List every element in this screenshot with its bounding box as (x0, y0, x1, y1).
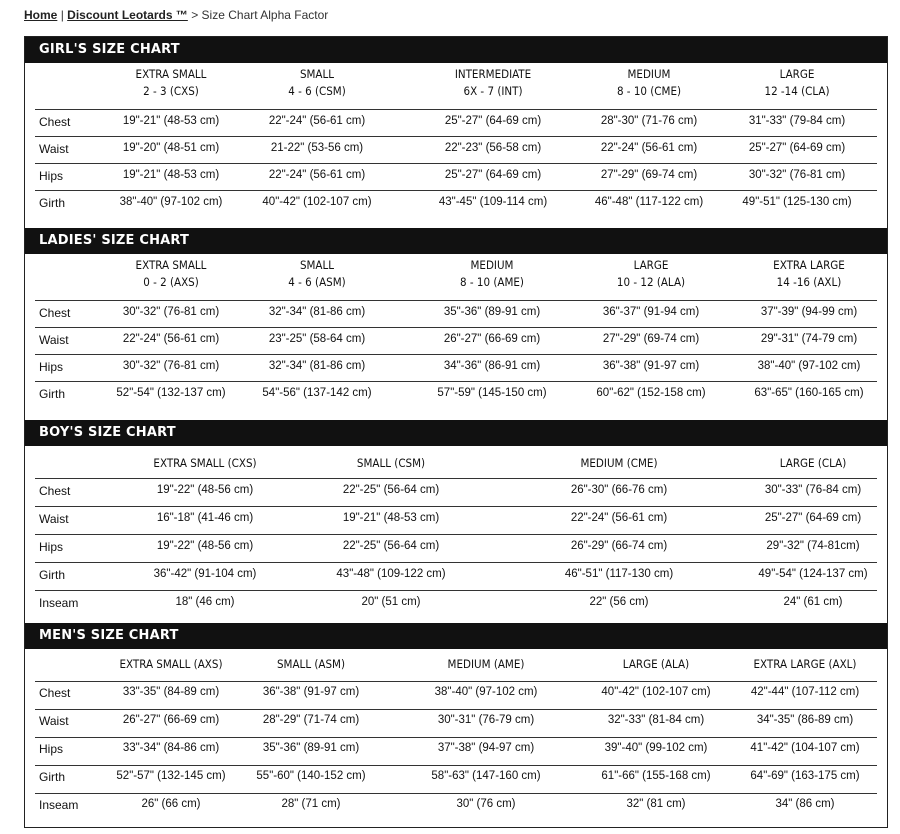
row-label-inseam: Inseam (39, 798, 79, 812)
measurement-cell: 30"-33" (76-84 cm) (764, 484, 862, 496)
measurement-cell: 39"-40" (99-102 cm) (604, 742, 708, 754)
measurement-cell: 19"-21" (48-53 cm) (122, 115, 220, 127)
measurement-cell: 36"-42" (91-104 cm) (153, 568, 257, 580)
measurement-cell: 26"-27" (66-69 cm) (443, 333, 541, 345)
measurement-cell: 22"-23" (56-58 cm) (444, 142, 542, 154)
column-header-size: MEDIUM (AME) (447, 657, 525, 671)
measurement-cell: 49"-51" (125-130 cm) (742, 196, 852, 208)
row-label-waist: Waist (39, 333, 69, 347)
measurement-cell: 24" (61 cm) (783, 596, 843, 608)
column-header-size: SMALL (CSM) (356, 456, 426, 470)
row-divider (35, 300, 877, 301)
row-label-girth: Girth (39, 568, 66, 582)
measurement-cell: 25"-27" (64-69 cm) (748, 142, 846, 154)
measurement-cell: 19"-22" (48-56 cm) (156, 540, 254, 552)
measurement-cell: 46"-48" (117-122 cm) (594, 196, 704, 208)
measurement-cell: 33"-34" (84-86 cm) (122, 742, 220, 754)
column-header-range: 14 -16 (AXL) (776, 275, 842, 289)
column-header-range: 6X - 7 (INT) (463, 84, 523, 98)
row-label-waist: Waist (39, 714, 69, 728)
row-divider (35, 327, 877, 328)
measurement-cell: 46"-51" (117-130 cm) (564, 568, 674, 580)
column-header-size: LARGE (ALA) (622, 657, 690, 671)
measurement-cell: 25"-27" (64-69 cm) (444, 115, 542, 127)
measurement-cell: 32"-34" (81-86 cm) (268, 306, 366, 318)
column-header-range: 8 - 10 (AME) (460, 275, 524, 289)
row-label-girth: Girth (39, 387, 66, 401)
column-header-size: SMALL (ASM) (276, 657, 346, 671)
measurement-cell: 30"-31" (76-79 cm) (437, 714, 535, 726)
section-title: MEN'S SIZE CHART (25, 623, 887, 649)
column-header-range: 0 - 2 (AXS) (143, 275, 199, 289)
row-divider (35, 354, 877, 355)
measurement-cell: 25"-27" (64-69 cm) (764, 512, 862, 524)
measurement-cell: 36"-37" (91-94 cm) (602, 306, 700, 318)
measurement-cell: 30" (76 cm) (456, 798, 516, 810)
row-divider (35, 534, 877, 535)
row-divider (35, 765, 877, 766)
row-divider (35, 793, 877, 794)
measurement-cell: 29"-32" (74-81cm) (766, 540, 860, 552)
breadcrumb-arrow: > (191, 8, 199, 22)
column-header-size: INTERMEDIATE (454, 67, 532, 81)
row-divider (35, 190, 877, 191)
measurement-cell: 40"-42" (102-107 cm) (601, 686, 711, 698)
measurement-cell: 37"-39" (94-99 cm) (760, 306, 858, 318)
measurement-cell: 27"-29" (69-74 cm) (602, 333, 700, 345)
measurement-cell: 36"-38" (91-97 cm) (262, 686, 360, 698)
breadcrumb-home-link[interactable]: Home (24, 8, 58, 22)
measurement-cell: 26"-29" (66-74 cm) (570, 540, 668, 552)
row-divider (35, 136, 877, 137)
row-label-hips: Hips (39, 169, 64, 183)
column-header-size: MEDIUM (CME) (580, 456, 658, 470)
measurement-cell: 49"-54" (124-137 cm) (758, 568, 868, 580)
measurement-cell: 38"-40" (97-102 cm) (757, 360, 861, 372)
column-header-size: MEDIUM (627, 67, 671, 81)
column-header-size: SMALL (299, 258, 335, 272)
measurement-cell: 60"-62" (152-158 cm) (596, 387, 706, 399)
measurement-cell: 22"-25" (56-64 cm) (342, 484, 440, 496)
measurement-cell: 19"-22" (48-56 cm) (156, 484, 254, 496)
measurement-cell: 33"-35" (84-89 cm) (122, 686, 220, 698)
measurement-cell: 63"-65" (160-165 cm) (754, 387, 864, 399)
column-header-range: 2 - 3 (CXS) (143, 84, 199, 98)
measurement-cell: 26" (66 cm) (141, 798, 201, 810)
measurement-cell: 42"-44" (107-112 cm) (750, 686, 860, 698)
measurement-cell: 19"-21" (48-53 cm) (122, 169, 220, 181)
row-divider (35, 590, 877, 591)
measurement-cell: 28" (71 cm) (281, 798, 341, 810)
measurement-cell: 43"-48" (109-122 cm) (336, 568, 446, 580)
section-title: GIRL'S SIZE CHART (25, 37, 887, 63)
measurement-cell: 37"-38" (94-97 cm) (437, 742, 535, 754)
row-label-chest: Chest (39, 484, 71, 498)
measurement-cell: 55"-60" (140-152 cm) (256, 770, 366, 782)
measurement-cell: 40"-42" (102-107 cm) (262, 196, 372, 208)
measurement-cell: 19"-21" (48-53 cm) (342, 512, 440, 524)
row-label-chest: Chest (39, 686, 71, 700)
measurement-cell: 30"-32" (76-81 cm) (122, 306, 220, 318)
column-header-size: EXTRA SMALL (AXS) (119, 657, 223, 671)
measurement-cell: 18" (46 cm) (175, 596, 235, 608)
row-label-girth: Girth (39, 770, 66, 784)
row-divider (35, 737, 877, 738)
row-divider (35, 381, 877, 382)
row-label-hips: Hips (39, 360, 64, 374)
measurement-cell: 34"-35" (86-89 cm) (756, 714, 854, 726)
breadcrumb-category-link[interactable]: Discount Leotards ™ (67, 8, 188, 22)
measurement-cell: 36"-38" (91-97 cm) (602, 360, 700, 372)
measurement-cell: 34"-36" (86-91 cm) (443, 360, 541, 372)
column-header-size: MEDIUM (470, 258, 514, 272)
column-header-range: 8 - 10 (CME) (616, 84, 682, 98)
column-header-range: 10 - 12 (ALA) (616, 275, 686, 289)
breadcrumb-current: Size Chart Alpha Factor (201, 8, 329, 22)
measurement-cell: 32" (81 cm) (626, 798, 686, 810)
row-label-chest: Chest (39, 306, 71, 320)
measurement-cell: 52"-57" (132-145 cm) (116, 770, 226, 782)
section-title: BOY'S SIZE CHART (25, 420, 887, 446)
measurement-cell: 38"-40" (97-102 cm) (119, 196, 223, 208)
measurement-cell: 38"-40" (97-102 cm) (434, 686, 538, 698)
measurement-cell: 28"-29" (71-74 cm) (262, 714, 360, 726)
measurement-cell: 52"-54" (132-137 cm) (116, 387, 226, 399)
measurement-cell: 61"-66" (155-168 cm) (601, 770, 711, 782)
row-divider (35, 562, 877, 563)
row-label-girth: Girth (39, 196, 66, 210)
row-label-waist: Waist (39, 142, 69, 156)
measurement-cell: 23"-25" (58-64 cm) (268, 333, 366, 345)
measurement-cell: 64"-69" (163-175 cm) (750, 770, 860, 782)
measurement-cell: 22"-25" (56-64 cm) (342, 540, 440, 552)
row-divider (35, 709, 877, 710)
measurement-cell: 26"-30" (66-76 cm) (570, 484, 668, 496)
row-label-hips: Hips (39, 540, 64, 554)
column-header-range: 4 - 6 (CSM) (288, 84, 346, 98)
measurement-cell: 31"-33" (79-84 cm) (748, 115, 846, 127)
measurement-cell: 22"-24" (56-61 cm) (570, 512, 668, 524)
measurement-cell: 16"-18" (41-46 cm) (156, 512, 254, 524)
row-label-waist: Waist (39, 512, 69, 526)
measurement-cell: 27"-29" (69-74 cm) (600, 169, 698, 181)
column-header-size: EXTRA SMALL (135, 258, 207, 272)
row-divider (35, 681, 877, 682)
measurement-cell: 22"-24" (56-61 cm) (600, 142, 698, 154)
row-divider (35, 163, 877, 164)
measurement-cell: 35"-36" (89-91 cm) (443, 306, 541, 318)
row-label-hips: Hips (39, 742, 64, 756)
measurement-cell: 43"-45" (109-114 cm) (438, 196, 548, 208)
column-header-range: 12 -14 (CLA) (764, 84, 830, 98)
measurement-cell: 26"-27" (66-69 cm) (122, 714, 220, 726)
measurement-cell: 32"-34" (81-86 cm) (268, 360, 366, 372)
measurement-cell: 22"-24" (56-61 cm) (268, 115, 366, 127)
column-header-size: LARGE (CLA) (779, 456, 847, 470)
measurement-cell: 22"-24" (56-61 cm) (268, 169, 366, 181)
section-title: LADIES' SIZE CHART (25, 228, 887, 254)
measurement-cell: 34" (86 cm) (775, 798, 835, 810)
measurement-cell: 32"-33" (81-84 cm) (607, 714, 705, 726)
column-header-size: SMALL (299, 67, 335, 81)
column-header-size: EXTRA LARGE (773, 258, 845, 272)
size-chart-frame (24, 36, 888, 828)
row-label-inseam: Inseam (39, 596, 79, 610)
measurement-cell: 21-22" (53-56 cm) (270, 142, 364, 154)
column-header-size: EXTRA LARGE (AXL) (753, 657, 857, 671)
measurement-cell: 20" (51 cm) (361, 596, 421, 608)
measurement-cell: 29"-31" (74-79 cm) (760, 333, 858, 345)
row-divider (35, 109, 877, 110)
column-header-size: EXTRA SMALL (135, 67, 207, 81)
measurement-cell: 35"-36" (89-91 cm) (262, 742, 360, 754)
row-divider (35, 506, 877, 507)
breadcrumb-separator: | (60, 8, 64, 22)
column-header-size: EXTRA SMALL (CXS) (153, 456, 257, 470)
row-label-chest: Chest (39, 115, 71, 129)
column-header-size: LARGE (633, 258, 669, 272)
measurement-cell: 28"-30" (71-76 cm) (600, 115, 698, 127)
measurement-cell: 58"-63" (147-160 cm) (431, 770, 541, 782)
measurement-cell: 22"-24" (56-61 cm) (122, 333, 220, 345)
measurement-cell: 54"-56" (137-142 cm) (262, 387, 372, 399)
measurement-cell: 30"-32" (76-81 cm) (122, 360, 220, 372)
breadcrumb (24, 8, 328, 24)
measurement-cell: 19"-20" (48-51 cm) (122, 142, 220, 154)
measurement-cell: 30"-32" (76-81 cm) (748, 169, 846, 181)
measurement-cell: 57"-59" (145-150 cm) (437, 387, 547, 399)
measurement-cell: 22" (56 cm) (589, 596, 649, 608)
column-header-size: LARGE (779, 67, 815, 81)
measurement-cell: 25"-27" (64-69 cm) (444, 169, 542, 181)
column-header-range: 4 - 6 (ASM) (288, 275, 346, 289)
measurement-cell: 41"-42" (104-107 cm) (750, 742, 860, 754)
row-divider (35, 478, 877, 479)
